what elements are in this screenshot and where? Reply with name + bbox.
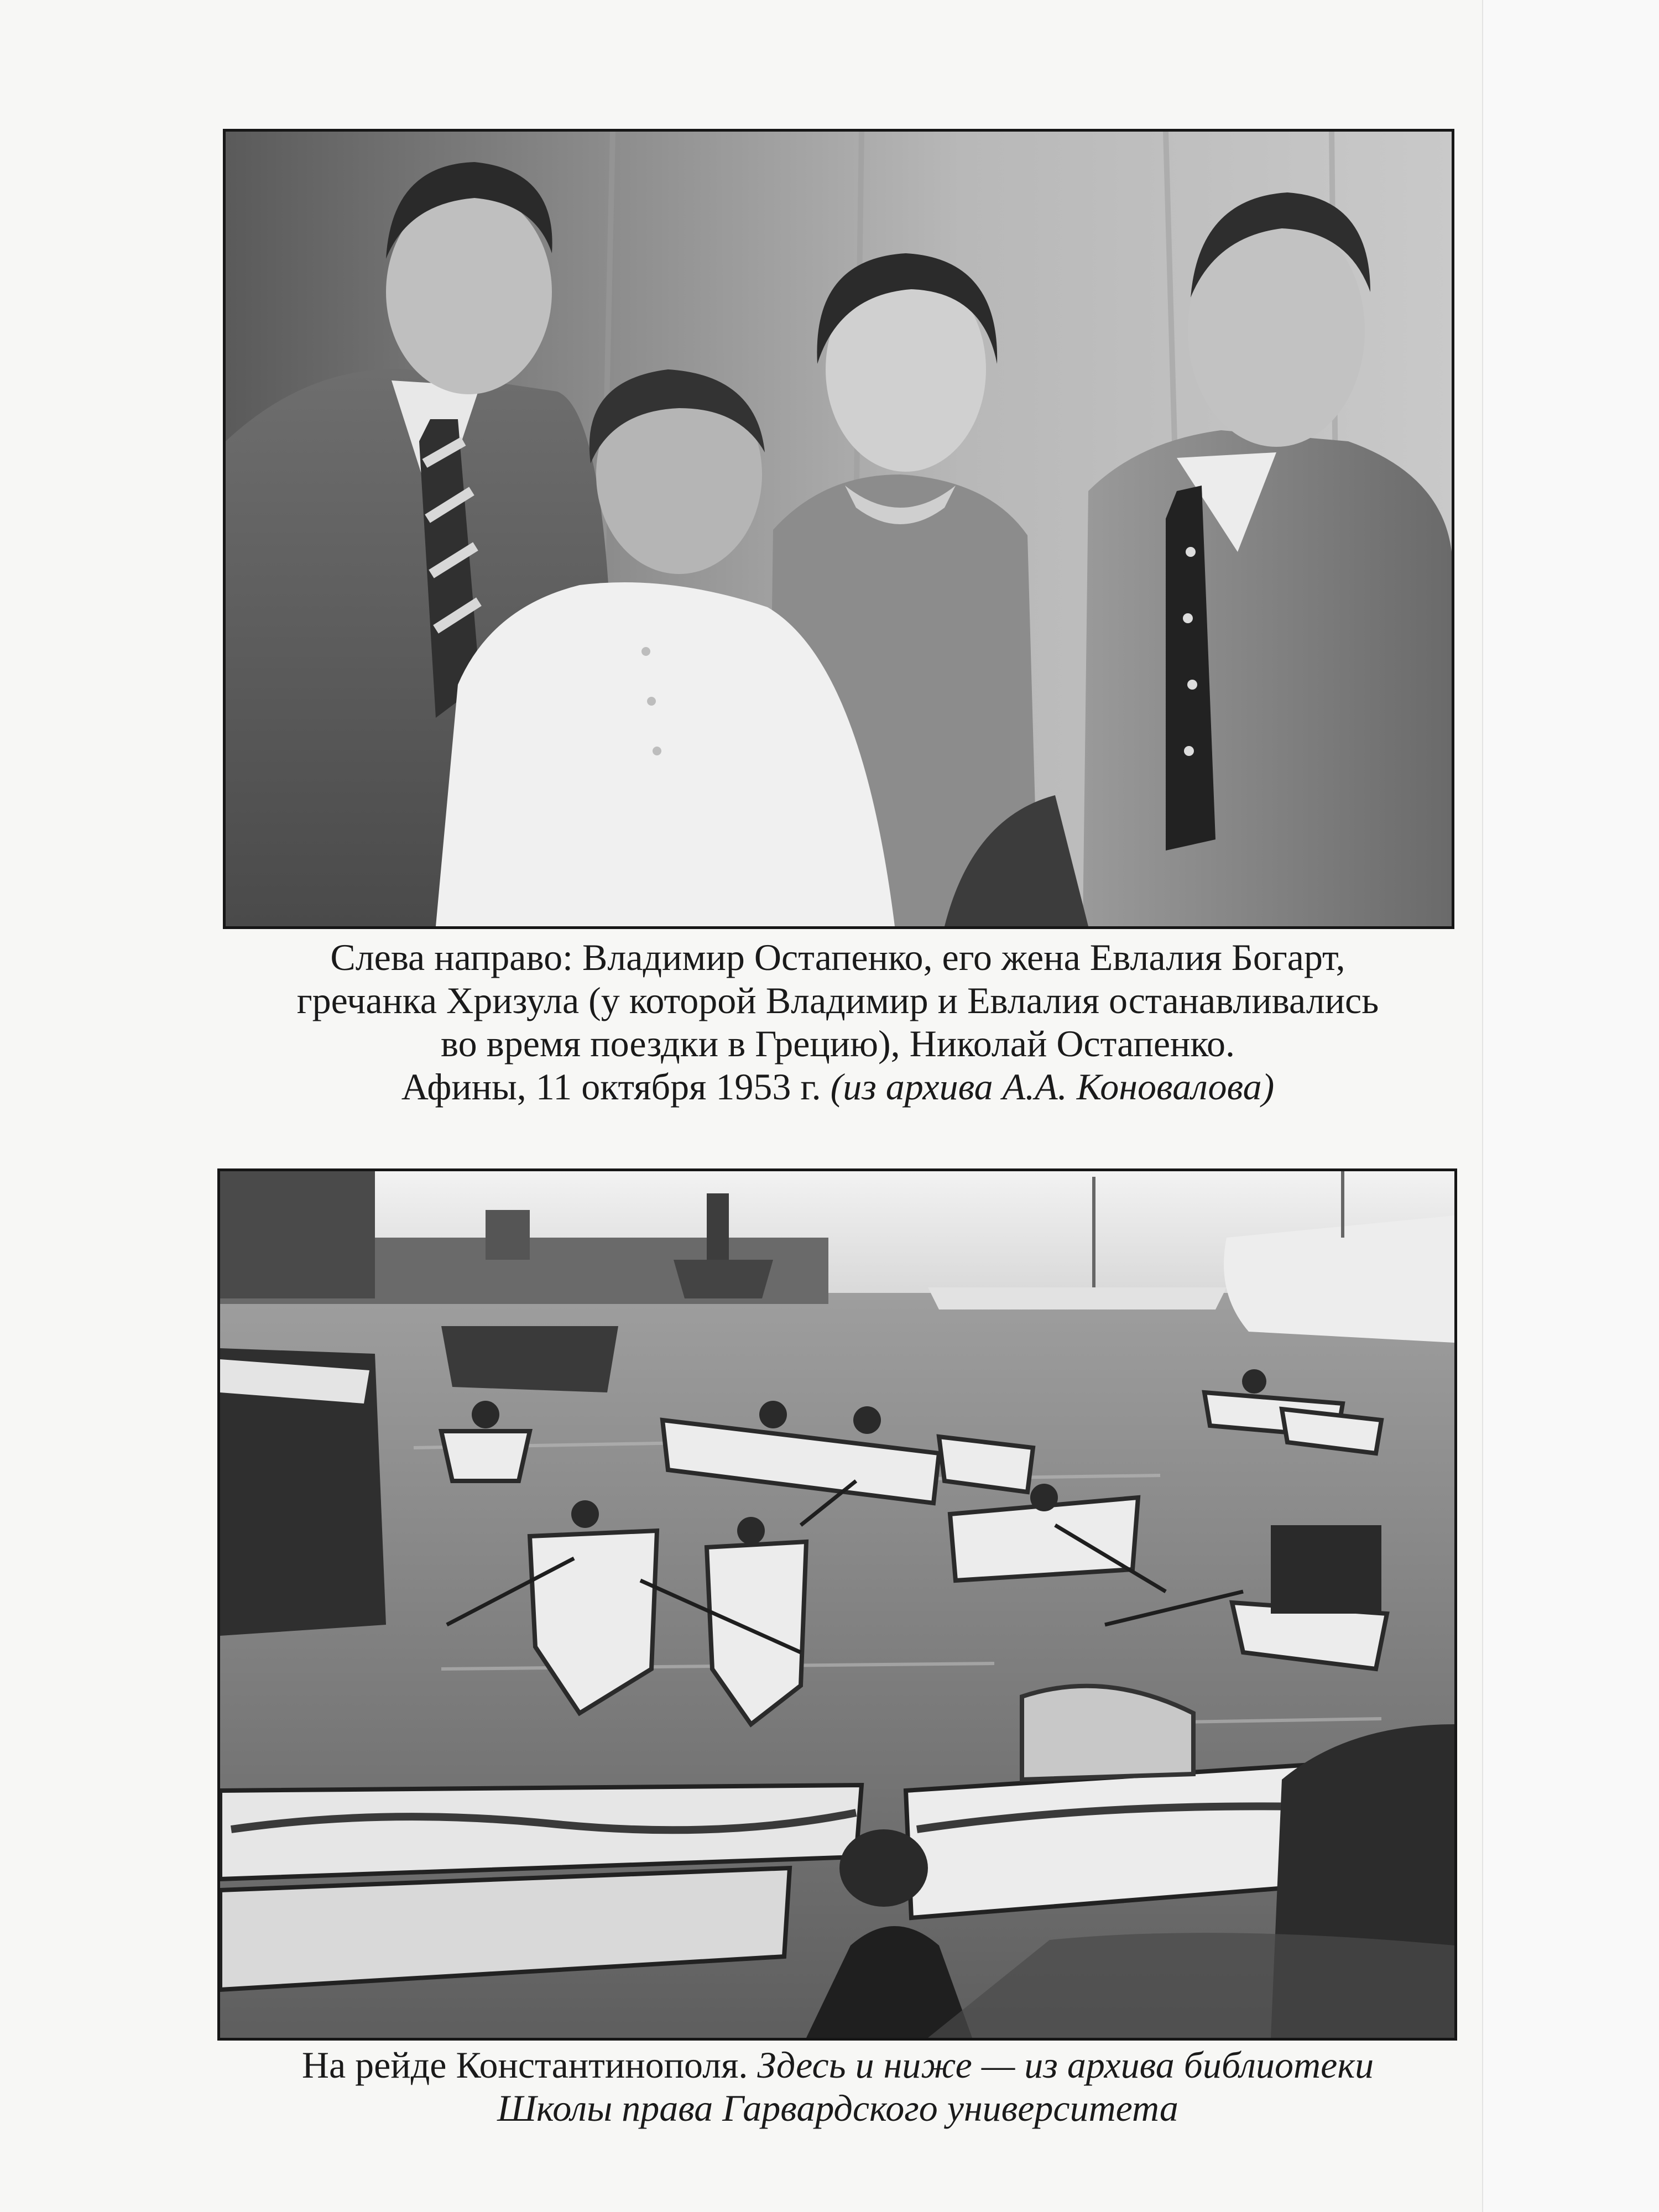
caption-line [166, 2086, 1510, 2130]
caption-place-date: Афины, 11 октября 1953 г. [401, 1066, 821, 1108]
caption-source: Здесь и ниже — из архива библиотеки [757, 2044, 1374, 2086]
top-photo-caption [166, 936, 1510, 1108]
group-portrait-photo [223, 129, 1454, 929]
bottom-photo-caption [166, 2043, 1510, 2130]
caption-line [166, 1065, 1510, 1108]
caption-location: На рейде Константинополя. [301, 2044, 748, 2086]
caption-line: гречанка Хризула (у которой Владимир и Евлалия останавливались [296, 979, 1379, 1021]
caption-line: Слева направо: Владимир Остапенко, его жена Евлалия Богарт, [330, 936, 1345, 978]
caption-source: (из архива А.А. Коновалова) [830, 1066, 1275, 1108]
caption-line: во время поездки в Грецию), Николай Остапенко. [440, 1022, 1235, 1065]
harbor-boats-photo [217, 1168, 1457, 2041]
caption-line [166, 2043, 1510, 2086]
caption-source-continued: Школы права Гарвардского университета [497, 2087, 1178, 2129]
